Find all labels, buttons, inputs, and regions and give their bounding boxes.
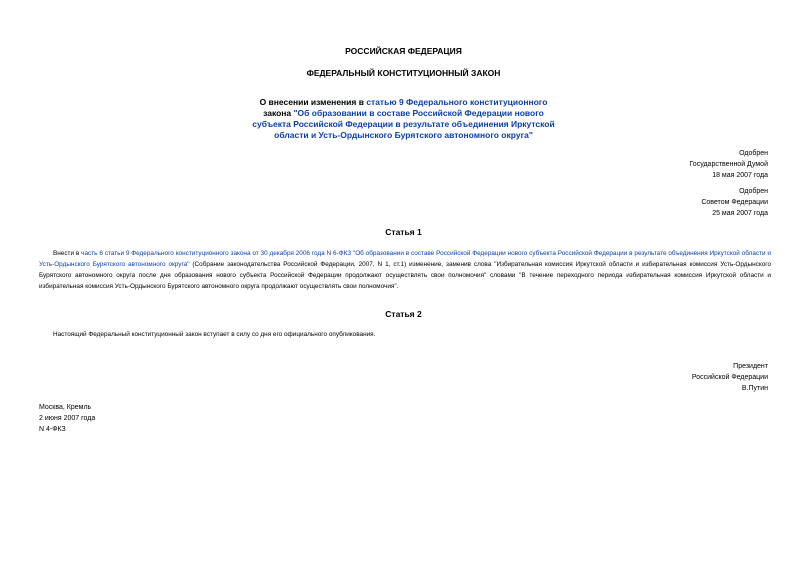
signature-name: В.Путин (741, 385, 768, 392)
header-law-type: ФЕДЕРАЛЬНЫЙ КОНСТИТУЦИОННЫЙ ЗАКОН (306, 68, 501, 78)
article1-text-start: Внести в (53, 250, 82, 257)
article1-text-rest: (Собрание законодательства Российской Федерации, 2007, N 1, ст.1) изменение, заменив слова "Избирательная комиссия Иркутской области и избирательная комиссия Усть-Ордынского Бурятского автономного округа после дня образования нового субъекта Российской Федерации продолжают осуществлять свои полномочия" словами "В течение переходного периода избирательная комиссия Иркутской области и избирательная комиссия Усть-Ордынского Бурятского автономного округа продолжают осуществлять свои полномочия". (39, 261, 772, 290)
law-number: N 4-ФКЗ (39, 426, 66, 433)
approval-duma-date: 18 мая 2007 года (712, 172, 768, 179)
article2-text: Настоящий Федеральный конституционный закон вступает в силу со дня его официального опубликования. (53, 331, 376, 338)
approval-council-date: 25 мая 2007 года (712, 210, 768, 217)
place-city: Москва, Кремль (39, 404, 92, 411)
place-date-block (39, 402, 95, 435)
header-country: РОССИЙСКАЯ ФЕДЕРАЦИЯ (345, 46, 462, 56)
article2-heading: Статья 2 (385, 309, 422, 319)
approval-council-status: Одобрен (739, 188, 768, 195)
title-line2-black: закона (263, 108, 294, 118)
approval-council-body: Советом Федерации (701, 199, 768, 206)
title-law-link[interactable]: "Об образовании в составе Российской Федерации нового (293, 108, 544, 118)
approval-duma-status: Одобрен (739, 150, 768, 157)
title-prefix: О внесении изменения в (259, 97, 367, 107)
document-title (0, 97, 807, 141)
title-line3[interactable]: субъекта Российской Федерации в результате объединения Иркутской (252, 119, 555, 129)
approval-council (701, 186, 768, 219)
signature-org: Российской Федерации (691, 374, 768, 381)
title-article-link[interactable]: статью 9 Федерального конституционного (366, 97, 548, 107)
signature-block (692, 361, 768, 394)
title-line4[interactable]: области и Усть-Ордынского Бурятского автономного округа" (274, 130, 533, 140)
article1-heading: Статья 1 (385, 227, 422, 237)
article1-text (39, 248, 771, 292)
approval-duma-body: Государственной Думой (689, 161, 768, 168)
article1-law-link[interactable]: часть 6 статьи 9 Федерального конституционного закона от 30 декабря 2006 года N 6-ФКЗ "Об образовании в составе Российской Федерации нового субъекта Российской Федерации в результате объединения Иркутской области и Усть-Ордынского Бурятского автономного округа" (39, 250, 771, 268)
place-date: 2 июня 2007 года (39, 415, 96, 422)
approval-duma (689, 148, 768, 181)
signature-title: Президент (733, 363, 768, 370)
